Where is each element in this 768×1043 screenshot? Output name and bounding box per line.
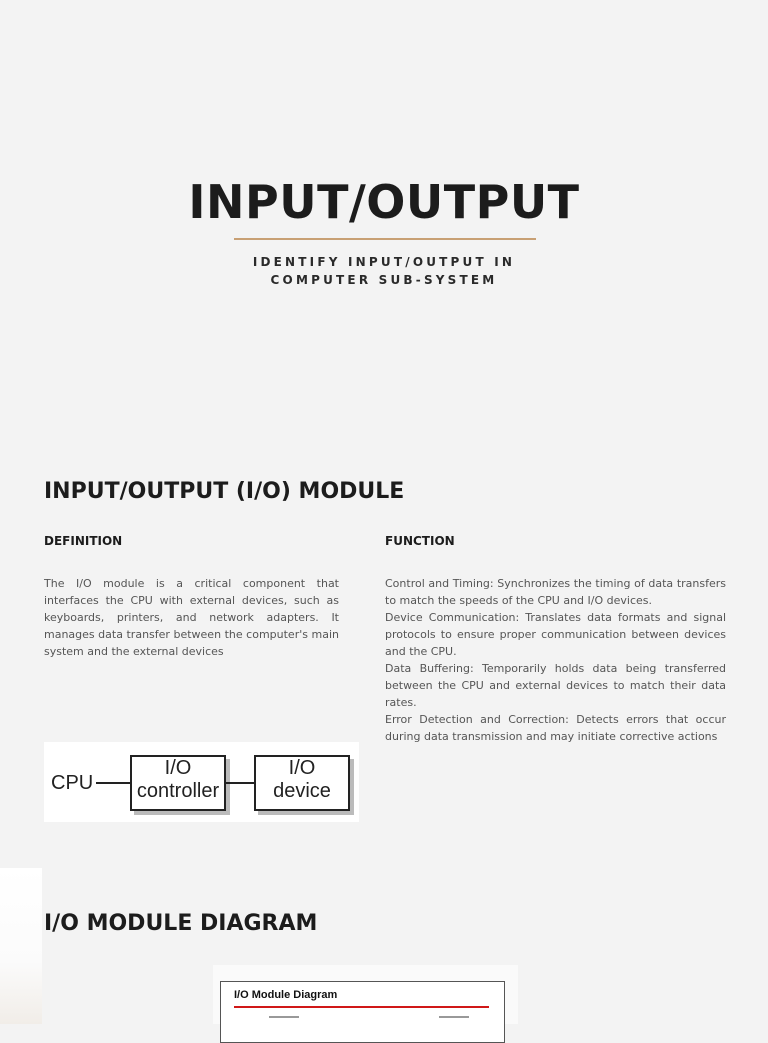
diagram-frame [220,981,505,1043]
function-item-data-buffering: Data Buffering: Temporarily holds data being transferred between the CPU and external devices to match their data rates. [385,662,726,709]
cpu-to-controller-line [96,782,130,784]
io-device-box [254,755,350,811]
io-controller-line-2: controller [136,780,220,802]
io-device-line-1: I/O [288,757,316,779]
diagram-tiny-label-left [269,1016,299,1018]
cover-subtitle-line-2: COMPUTER SUB-SYSTEM [270,273,498,287]
cpu-label: CPU [51,772,94,794]
cover-subtitle-line-1: IDENTIFY INPUT/OUTPUT IN [252,255,516,269]
function-item-device-communication: Device Communication: Translates data formats and signal protocols to ensure proper communication between devices and the CPU. [385,611,726,658]
definition-text: The I/O module is a critical component that interfaces the CPU with external devices, such as keyboards, printers, and network adapters. It manages data transfer between the computer's main system and the external devices [44,577,339,658]
diagram-image-title: I/O Module Diagram [234,989,338,1001]
definition-heading: DEFINITION [44,534,123,548]
function-item-error-detection: Error Detection and Correction: Detects errors that occur during data transmission and may initiate corrective actions [385,713,726,743]
function-item-control-timing: Control and Timing: Synchronizes the timing of data transfers to match the speeds of the CPU and I/O devices. [385,577,726,607]
io-controller-line-1: I/O [164,757,192,779]
decorative-edge-strip [0,868,42,1024]
function-heading: FUNCTION [385,534,455,548]
controller-to-device-line [226,782,254,784]
io-controller-box [130,755,226,811]
io-module-diagram-image [213,965,518,1024]
io-device-line-2: device [273,780,331,802]
module-section-title: INPUT/OUTPUT (I/O) MODULE [44,479,405,504]
diagram-section-title: I/O MODULE DIAGRAM [44,911,318,936]
diagram-tiny-label-right [439,1016,469,1018]
io-controller-figure [44,742,359,822]
cover-title: INPUT/OUTPUT [188,175,580,229]
function-list [385,575,726,745]
diagram-red-underline [234,1006,489,1008]
cover-subtitle [0,253,768,289]
cover-divider [234,238,536,240]
